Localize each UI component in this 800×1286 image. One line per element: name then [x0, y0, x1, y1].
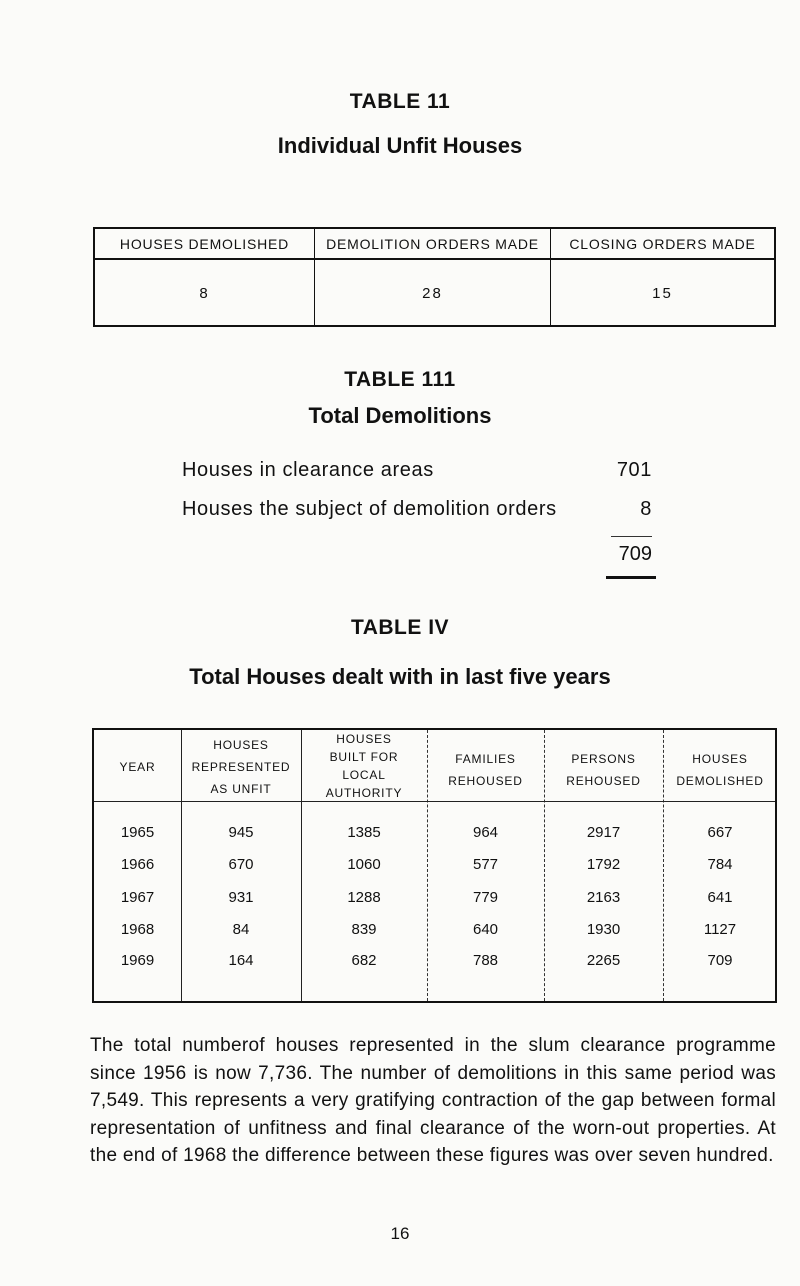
- header-line: DEMOLISHED: [676, 774, 764, 788]
- header-year: YEAR: [119, 760, 156, 774]
- header-line: PERSONS: [571, 752, 636, 766]
- demolition-row-value: 8: [640, 498, 652, 520]
- header-line: REHOUSED: [566, 774, 641, 788]
- cell-persons: 2163: [586, 889, 621, 906]
- total-rule: [611, 536, 652, 537]
- header-line: FAMILIES: [455, 752, 516, 766]
- header-demolished: [663, 748, 777, 792]
- cell-built: 1288: [347, 889, 381, 906]
- table-2-value-row: [95, 260, 774, 327]
- table-3-title: Total Demolitions: [308, 403, 492, 428]
- header-line: BUILT FOR: [329, 750, 399, 764]
- table-4-five-years: [92, 728, 777, 1003]
- cell-demolished: 641: [707, 889, 733, 906]
- demolition-row-value: 701: [616, 459, 652, 481]
- cell-persons: 2917: [586, 824, 621, 841]
- table-4-label: TABLE IV: [350, 616, 450, 639]
- cell-persons: 1792: [586, 856, 621, 873]
- cell-demolished: 1127: [703, 921, 737, 938]
- cell-year: 1969: [120, 952, 155, 969]
- header-demolition-orders: DEMOLITION ORDERS MADE: [315, 229, 551, 258]
- cell-built: 1060: [347, 856, 381, 873]
- header-line: HOUSES: [692, 752, 748, 766]
- table-row: [94, 921, 775, 945]
- header-houses-demolished: HOUSES DEMOLISHED: [95, 229, 315, 258]
- table-row: [94, 824, 775, 848]
- cell-year: 1967: [120, 889, 155, 906]
- total-double-rule: [606, 576, 656, 579]
- cell-built: 1385: [347, 824, 381, 841]
- demolition-row-label: Houses the subject of demolition orders: [182, 498, 557, 520]
- header-line: AS UNFIT: [210, 782, 272, 796]
- header-line: HOUSES: [336, 732, 392, 746]
- header-persons: [544, 748, 663, 792]
- value-closing-orders: 15: [652, 285, 673, 302]
- cell-families: 964: [472, 824, 499, 841]
- header-closing-orders: CLOSING ORDERS MADE: [569, 235, 756, 252]
- header-built: [301, 730, 427, 802]
- cell-persons: 2265: [586, 952, 621, 969]
- cell-represented: 84: [232, 921, 250, 938]
- table-3-label: TABLE 111: [344, 368, 456, 391]
- cell-demolished: 784: [707, 856, 733, 873]
- cell-built: 839: [351, 921, 377, 938]
- header-represented: [181, 734, 301, 800]
- table-2-header-row: [95, 229, 774, 260]
- header-line: REHOUSED: [448, 774, 523, 788]
- cell-represented: 670: [228, 856, 254, 873]
- value-demolition-orders: 28: [315, 260, 551, 327]
- cell-year: 1968: [120, 921, 155, 938]
- demolition-row-clearance: [182, 459, 652, 482]
- cell-demolished: 709: [707, 952, 733, 969]
- cell-families: 640: [472, 921, 499, 938]
- summary-paragraph: The total numberof houses represented in the slum clearance programme since 1956 is now 7,736. The number of demolitions in this same period was 7,549. This represents a very gratifying contraction of the gap between formal representation of unfitness and final clearance of the worn-out properties. At the end of 1968 the difference between these figures was over seven hundred.: [90, 1035, 776, 1166]
- demolition-row-label: Houses in clearance areas: [182, 459, 434, 481]
- demolition-total: 709: [618, 543, 652, 565]
- header-line: LOCAL: [342, 768, 386, 782]
- table-4-title: Total Houses dealt with in last five years: [189, 664, 611, 689]
- cell-families: 577: [472, 856, 499, 873]
- header-line: HOUSES: [213, 738, 269, 752]
- cell-built: 682: [351, 952, 377, 969]
- cell-year: 1965: [120, 824, 155, 841]
- cell-persons: 1930: [586, 921, 621, 938]
- cell-families: 779: [472, 889, 499, 906]
- table-2-unfit-houses: [93, 227, 776, 327]
- cell-represented: 164: [228, 952, 254, 969]
- cell-represented: 945: [228, 824, 254, 841]
- demolition-row-orders: [182, 498, 652, 521]
- cell-demolished: 667: [707, 824, 733, 841]
- header-rule: [94, 801, 775, 802]
- header-line: AUTHORITY: [325, 786, 403, 800]
- cell-year: 1966: [120, 856, 155, 873]
- table-row: [94, 856, 775, 880]
- value-houses-demolished: 8: [95, 260, 315, 327]
- table-row: [94, 889, 775, 913]
- cell-represented: 931: [228, 889, 254, 906]
- table-2-title: Individual Unfit Houses: [277, 133, 523, 158]
- table-row: [94, 952, 775, 976]
- table-2-label: TABLE 11: [349, 90, 451, 113]
- header-line: REPRESENTED: [191, 760, 291, 774]
- page-number: 16: [390, 1224, 410, 1243]
- header-families: [427, 748, 544, 792]
- cell-families: 788: [472, 952, 499, 969]
